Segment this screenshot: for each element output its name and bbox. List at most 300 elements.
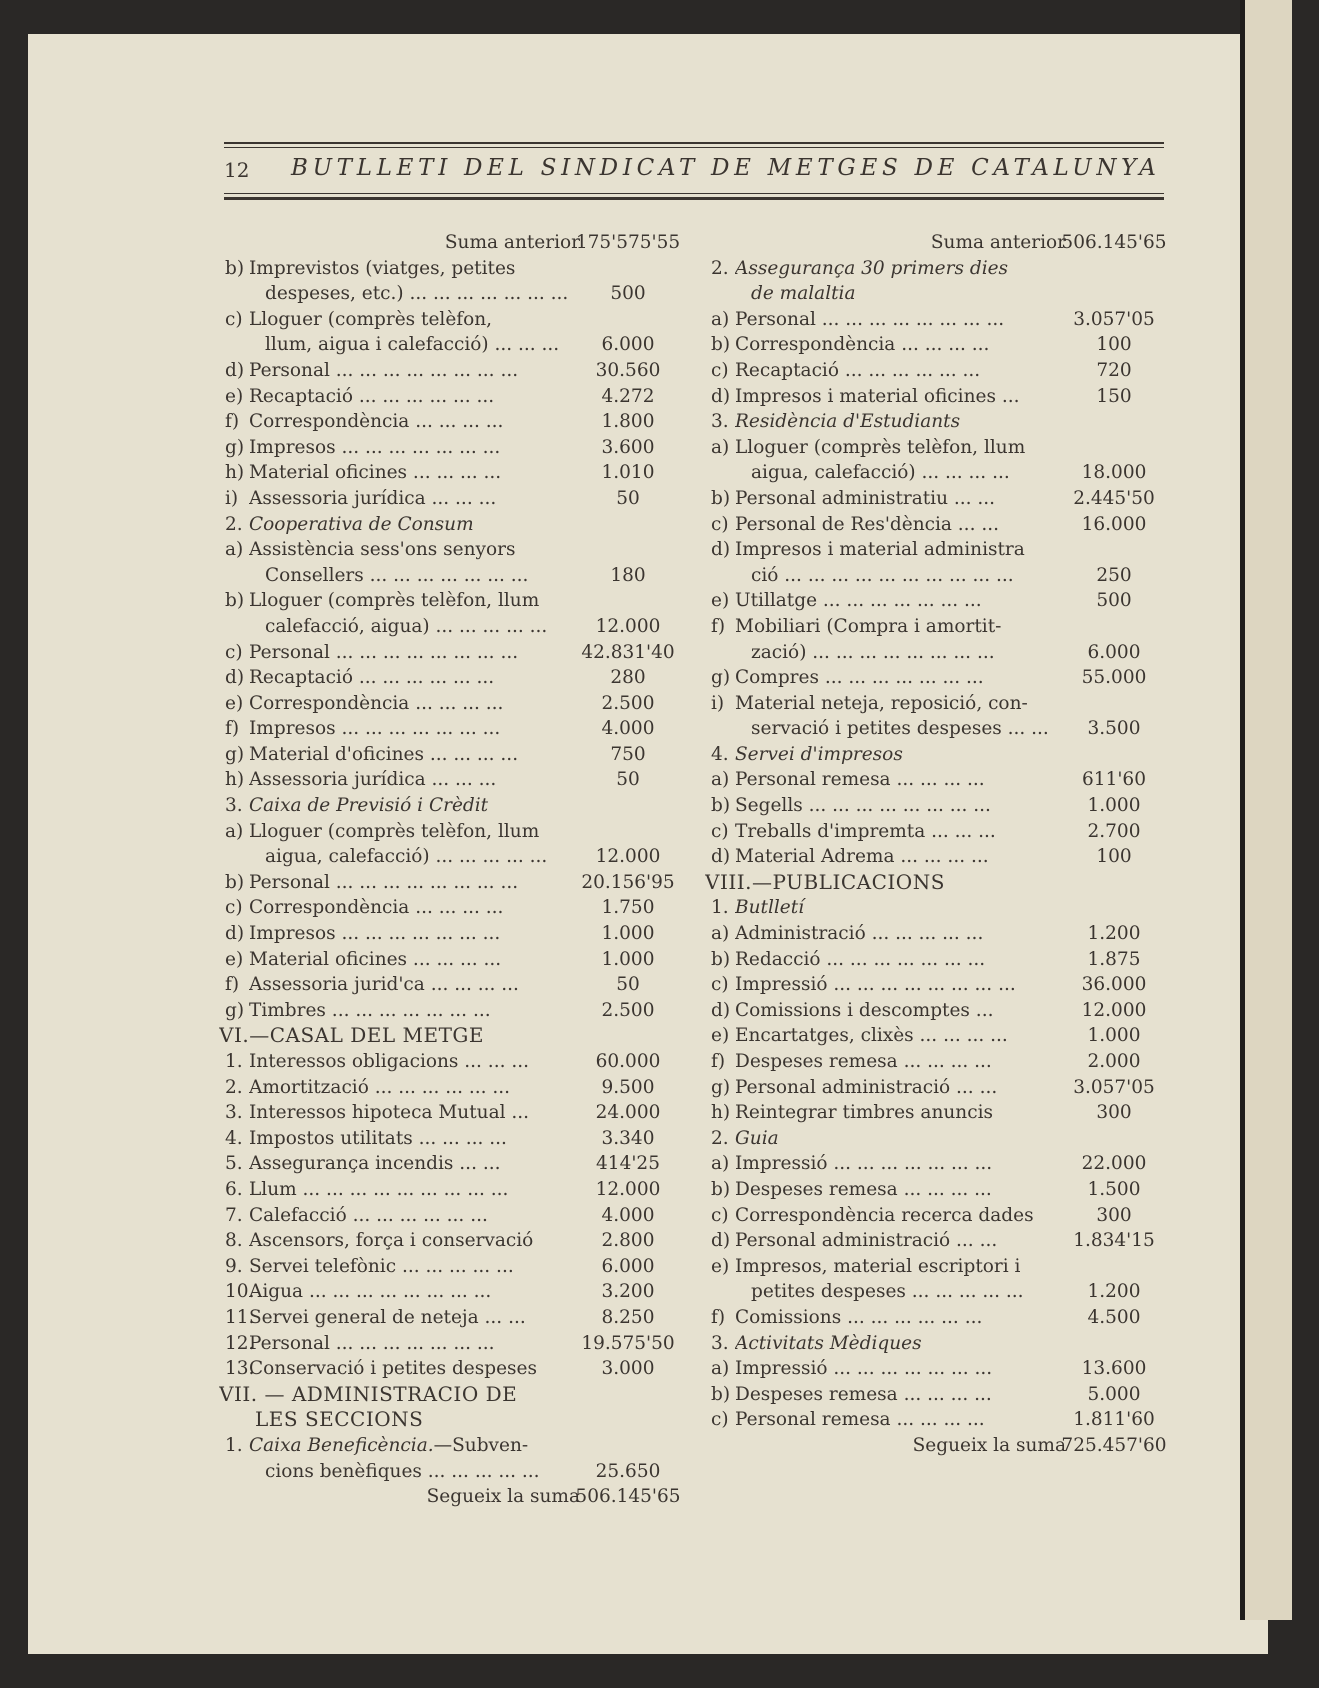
ledger-row	[711, 537, 1171, 563]
ledger-row	[711, 435, 1171, 461]
item-text: Conservació i petites despeses	[249, 1358, 537, 1380]
item-label: b)	[711, 795, 731, 817]
item-amount: 13.600	[1081, 1358, 1147, 1380]
ledger-row	[705, 869, 1171, 896]
item-label: g)	[711, 667, 731, 689]
ledger-row	[711, 1331, 1171, 1357]
ledger-row	[711, 1100, 1171, 1126]
ledger-row	[225, 1126, 685, 1152]
page-header	[196, 110, 1161, 200]
ledger-row	[711, 307, 1171, 333]
item-text: Compres ... ... ... ... ... ... ...	[735, 667, 984, 689]
item-amount: 3.340	[601, 1127, 655, 1149]
ledger-row	[711, 512, 1171, 538]
item-label: f)	[711, 1051, 726, 1072]
item-text: Treballs d'impremta ... ... ...	[735, 820, 996, 842]
ledger-row	[711, 691, 1171, 717]
item-text: Impresos ... ... ... ... ... ... ...	[249, 923, 501, 945]
ledger-row	[711, 409, 1171, 435]
page-number: 12	[224, 158, 250, 182]
ledger-row	[225, 512, 685, 538]
ledger-row	[711, 1305, 1171, 1331]
subsection-title: Guia	[735, 1127, 779, 1149]
item-label: 3.	[225, 1102, 243, 1124]
item-label: g)	[711, 1076, 731, 1098]
item-label: g)	[225, 436, 245, 458]
item-text: Lloguer (comprès telèfon, llum	[249, 590, 540, 612]
item-amount: 2.500	[601, 999, 655, 1021]
item-amount: 16.000	[1081, 513, 1147, 535]
ledger-row	[711, 358, 1171, 384]
ledger-row	[711, 998, 1171, 1024]
subsection-title: Cooperativa de Consum	[249, 513, 474, 535]
item-amount: 1.010	[601, 462, 655, 484]
ledger-row	[711, 230, 1171, 256]
item-amount: 22.000	[1081, 1153, 1147, 1175]
item-label: a)	[711, 769, 730, 791]
ledger-row	[225, 1279, 685, 1305]
ledger-row	[225, 486, 685, 512]
item-amount: 50	[616, 769, 640, 791]
ledger-row	[711, 665, 1171, 691]
item-amount: 42.831'40	[581, 641, 675, 663]
ledger-row	[225, 793, 685, 819]
ledger-row	[225, 691, 685, 717]
item-text: Ascensors, força i conservació	[249, 1230, 534, 1252]
facing-page-edge	[1245, 0, 1292, 1620]
item-amount: 2.000	[1087, 1051, 1141, 1072]
item-label: d)	[711, 999, 731, 1021]
ledger-row	[225, 1203, 685, 1229]
item-amount: 50	[616, 974, 640, 996]
item-text: Redacció ... ... ... ... ... ... ...	[735, 948, 986, 970]
item-amount: 1.000	[1087, 795, 1141, 817]
ledger-row	[711, 1407, 1171, 1433]
item-text: Assegurança incendis ... ...	[249, 1153, 501, 1175]
item-text: Amortització ... ... ... ... ... ...	[249, 1076, 510, 1098]
ledger-row	[711, 1254, 1171, 1280]
item-label: a)	[711, 923, 730, 945]
ledger-row	[225, 1484, 685, 1510]
ledger-row	[225, 1407, 685, 1433]
item-label: d)	[711, 846, 731, 868]
ledger-row	[225, 998, 685, 1024]
item-label: d)	[225, 359, 245, 381]
item-label: 2.	[711, 257, 729, 279]
item-text: Assistència sess'ons senyors	[249, 539, 516, 561]
item-amount: 4.272	[601, 385, 655, 407]
item-text: Personal de Res'dència ... ...	[735, 513, 999, 535]
item-amount: 1.200	[1087, 1281, 1141, 1303]
item-label: d)	[225, 667, 245, 689]
ledger-row	[711, 460, 1171, 486]
item-label: c)	[225, 641, 243, 663]
ledger-row	[225, 1177, 685, 1203]
item-label: 3.	[711, 1332, 729, 1354]
ledger-row	[225, 742, 685, 768]
item-amount: 1.834'15	[1073, 1230, 1155, 1252]
scanned-page	[28, 34, 1268, 1654]
ledger-row	[711, 256, 1171, 282]
item-amount: 280	[610, 667, 646, 689]
subsection-title: Activitats Mèdiques	[735, 1332, 922, 1354]
item-label: e)	[711, 1255, 730, 1277]
item-label: b)	[225, 871, 245, 893]
ledger-row	[711, 921, 1171, 947]
item-amount: 3.600	[601, 436, 655, 458]
sum-amount: 175'575'55	[575, 232, 681, 253]
item-label: 10.	[225, 1281, 255, 1303]
item-text: Impresos, material escriptori i	[735, 1255, 1021, 1277]
item-label: e)	[711, 590, 730, 612]
item-text: Consellers ... ... ... ... ... ... ...	[265, 564, 529, 586]
sum-label: Suma anterior	[444, 232, 580, 253]
item-text: Impostos utilitats ... ... ... ...	[249, 1127, 507, 1149]
item-amount: 1.811'60	[1073, 1409, 1155, 1431]
ledger-row	[225, 1100, 685, 1126]
item-amount: 750	[610, 743, 646, 765]
ledger-row	[711, 1279, 1171, 1305]
item-text: Correspondència ... ... ... ...	[249, 897, 504, 919]
item-text: Servei telefònic ... ... ... ... ...	[249, 1255, 514, 1277]
item-label: a)	[711, 436, 730, 458]
sum-amount: 506.145'65	[1061, 232, 1167, 253]
item-text: Personal ... ... ... ... ... ... ...	[249, 1332, 495, 1354]
ledger-row	[225, 870, 685, 896]
item-label: b)	[711, 487, 731, 509]
ledger-row	[225, 895, 685, 921]
item-label: 1.	[225, 1051, 243, 1072]
item-text: Lloguer (comprès telèfon, llum	[249, 820, 540, 842]
ledger-row	[225, 614, 685, 640]
item-text: Correspondència ... ... ... ...	[735, 334, 990, 356]
item-label: e)	[225, 692, 244, 714]
item-text: Correspondència recerca dades	[735, 1204, 1034, 1226]
item-label: g)	[225, 743, 245, 765]
header-rule	[224, 147, 1164, 148]
ledger-row	[225, 537, 685, 563]
item-amount: 55.000	[1081, 667, 1147, 689]
item-label: 8.	[225, 1230, 243, 1252]
item-label: 4.	[225, 1127, 243, 1149]
item-text: Encartatges, clixès ... ... ... ...	[735, 1025, 1008, 1047]
item-label: c)	[225, 308, 243, 330]
item-amount: 1.000	[601, 948, 655, 970]
item-label: d)	[225, 923, 245, 945]
right-column	[705, 230, 1171, 1459]
item-label: i)	[711, 692, 725, 714]
item-label: e)	[711, 1025, 730, 1047]
item-amount: 20.156'95	[581, 871, 675, 893]
item-amount: 1.875	[1087, 948, 1141, 970]
item-label: 4.	[711, 743, 729, 765]
ledger-row	[225, 1075, 685, 1101]
ledger-row	[711, 716, 1171, 742]
section-heading: LES SECCIONS	[255, 1407, 424, 1432]
item-text: Interessos hipoteca Mutual ...	[249, 1102, 530, 1124]
ledger-row	[225, 307, 685, 333]
item-label: d)	[711, 385, 731, 407]
item-text: Personal ... ... ... ... ... ... ... ...	[249, 871, 519, 893]
item-label: 3.	[711, 411, 729, 433]
ledger-row	[225, 665, 685, 691]
ledger-row	[225, 460, 685, 486]
ledger-row	[225, 1151, 685, 1177]
item-amount: 12.000	[595, 1178, 661, 1200]
item-amount: 611'60	[1082, 769, 1146, 791]
item-text: Correspondència ... ... ... ...	[249, 692, 504, 714]
ledger-row	[225, 281, 685, 307]
item-text: Personal ... ... ... ... ... ... ... ...	[249, 641, 519, 663]
item-amount: 250	[1096, 564, 1132, 586]
item-amount: 414'25	[596, 1153, 660, 1175]
ledger-row	[225, 640, 685, 666]
item-text: Timbres ... ... ... ... ... ... ...	[249, 999, 491, 1021]
item-amount: 9.500	[601, 1076, 655, 1098]
item-text: aigua, calefacció) ... ... ... ... ...	[265, 846, 548, 868]
item-label: 2.	[225, 513, 243, 535]
ledger-row	[225, 1049, 685, 1075]
item-label: d)	[711, 1230, 731, 1252]
item-amount: 4.000	[601, 1204, 655, 1226]
item-amount: 1.200	[1087, 923, 1141, 945]
item-amount: 3.200	[601, 1281, 655, 1303]
item-label: d)	[711, 539, 731, 561]
item-label: a)	[225, 820, 244, 842]
item-text: Impresos i material oficines ...	[735, 385, 1020, 407]
item-amount: 300	[1096, 1204, 1132, 1226]
item-text: Correspondència ... ... ... ...	[249, 411, 504, 433]
item-text: Despeses remesa ... ... ... ...	[735, 1178, 992, 1200]
item-label: 9.	[225, 1255, 243, 1277]
item-text: petites despeses ... ... ... ... ...	[751, 1281, 1024, 1303]
ledger-row	[711, 1126, 1171, 1152]
item-amount: 8.250	[601, 1306, 655, 1328]
item-label: h)	[225, 769, 245, 791]
section-heading: VI.—CASAL DEL METGE	[219, 1023, 484, 1048]
item-text: Personal administratiu ... ...	[735, 487, 996, 509]
item-text: Lloguer (comprès telèfon,	[249, 308, 493, 330]
item-text: cions benèfiques ... ... ... ... ...	[265, 1460, 540, 1482]
item-amount: 100	[1096, 846, 1132, 868]
item-label: c)	[711, 974, 729, 996]
ledger-row	[225, 384, 685, 410]
item-text: Imprevistos (viatges, petites	[249, 257, 516, 279]
item-amount: 2.700	[1087, 820, 1141, 842]
item-amount: 3.057'05	[1073, 308, 1155, 330]
ledger-row	[225, 819, 685, 845]
ledger-row	[225, 256, 685, 282]
ledger-row	[711, 947, 1171, 973]
item-label: c)	[711, 359, 729, 381]
item-text: servació i petites despeses ... ...	[751, 718, 1049, 740]
running-head: BUTLLETI DEL SINDICAT DE METGES DE CATALUNYA	[291, 155, 1161, 181]
item-text: Impresos i material administra	[735, 539, 1025, 561]
item-amount: 1.800	[601, 411, 655, 433]
item-label: 12.	[225, 1332, 255, 1354]
ledger-row	[225, 1331, 685, 1357]
subsection-title: Servei d'impresos	[735, 743, 903, 765]
item-text: ció ... ... ... ... ... ... ... ... ... ...	[751, 564, 1014, 586]
ledger-row	[711, 895, 1171, 921]
ledger-row	[711, 819, 1171, 845]
item-text: Llum ... ... ... ... ... ... ... ... ...	[249, 1178, 509, 1200]
ledger-row	[711, 767, 1171, 793]
item-text: Utillatge ... ... ... ... ... ... ...	[735, 590, 982, 612]
header-rule	[224, 197, 1164, 200]
item-text: Lloguer (comprès telèfon, llum	[735, 436, 1026, 458]
item-label: i)	[225, 487, 239, 509]
ledger-row	[219, 1381, 685, 1408]
item-text: Despeses remesa ... ... ... ...	[735, 1051, 992, 1072]
item-amount: 4.500	[1087, 1306, 1141, 1328]
item-text: Reintegrar timbres anuncis	[735, 1102, 993, 1124]
item-label: 1.	[711, 897, 729, 919]
item-amount: 500	[610, 283, 646, 305]
item-label: c)	[711, 1409, 729, 1431]
item-text: Segells ... ... ... ... ... ... ... ...	[735, 795, 991, 817]
item-text: Personal ... ... ... ... ... ... ... ...	[735, 308, 1005, 330]
item-amount: 150	[1096, 385, 1132, 407]
item-text: Personal remesa ... ... ... ...	[735, 769, 985, 791]
item-label: b)	[711, 948, 731, 970]
item-amount: 60.000	[595, 1051, 661, 1072]
item-text: Impressió ... ... ... ... ... ... ... ...	[735, 974, 1016, 996]
ledger-row	[225, 230, 685, 256]
item-label: 5.	[225, 1153, 243, 1175]
item-amount: 12.000	[595, 615, 661, 637]
item-label: b)	[711, 334, 731, 356]
item-text: Assessoria jurídica ... ... ...	[249, 769, 497, 791]
item-amount: 3.057'05	[1073, 1076, 1155, 1098]
item-label: c)	[711, 513, 729, 535]
item-label: f)	[711, 1306, 726, 1328]
ledger-row	[711, 1203, 1171, 1229]
ledger-row	[225, 767, 685, 793]
item-text: Assessoria jurid'ca ... ... ... ...	[249, 974, 519, 996]
section-heading: VII. — ADMINISTRACIO DE	[219, 1381, 518, 1406]
item-label: b)	[225, 590, 245, 612]
item-label: b)	[711, 1383, 731, 1405]
item-text: Material Adrema ... ... ... ...	[735, 846, 989, 868]
subsection-title: Caixa de Previsió i Crèdit	[249, 795, 489, 817]
ledger-row	[225, 563, 685, 589]
ledger-row	[711, 1356, 1171, 1382]
item-text: Calefacció ... ... ... ... ... ...	[249, 1204, 488, 1226]
item-text: Despeses remesa ... ... ... ...	[735, 1383, 992, 1405]
item-text: aigua, calefacció) ... ... ... ...	[751, 462, 1010, 484]
item-amount: 24.000	[595, 1102, 661, 1124]
ledger-row	[711, 1382, 1171, 1408]
left-column	[219, 230, 685, 1510]
item-text: Impresos ... ... ... ... ... ... ...	[249, 436, 501, 458]
ledger-row	[711, 1023, 1171, 1049]
item-text: Aigua ... ... ... ... ... ... ... ...	[249, 1281, 492, 1303]
item-amount: 19.575'50	[581, 1332, 675, 1354]
item-label: 1.	[225, 1434, 243, 1456]
header-rule	[224, 142, 1164, 144]
item-label: f)	[225, 411, 240, 433]
ledger-row	[711, 640, 1171, 666]
item-amount: 2.445'50	[1073, 487, 1155, 509]
ledger-row	[711, 1228, 1171, 1254]
ledger-row	[711, 742, 1171, 768]
item-amount: 5.000	[1087, 1383, 1141, 1405]
ledger-row	[711, 1433, 1171, 1459]
item-amount: 300	[1096, 1102, 1132, 1124]
item-text: despeses, etc.) ... ... ... ... ... ... ...	[265, 283, 569, 305]
item-label: b)	[711, 1178, 731, 1200]
item-text: Comissions i descomptes ...	[735, 999, 994, 1021]
item-amount: 2.800	[601, 1230, 655, 1252]
item-label: g)	[225, 999, 245, 1021]
ledger-row	[711, 972, 1171, 998]
ledger-row	[225, 921, 685, 947]
sum-amount: 506.145'65	[575, 1486, 681, 1508]
item-amount: 25.650	[595, 1460, 661, 1482]
item-amount: 4.000	[601, 718, 655, 740]
item-text: Servei general de neteja ... ...	[249, 1306, 526, 1328]
item-text: Material d'oficines ... ... ... ...	[249, 743, 519, 765]
item-amount: 1.000	[601, 923, 655, 945]
item-text: Material neteja, reposició, con-	[735, 692, 1028, 714]
ledger-row	[711, 486, 1171, 512]
item-label: a)	[225, 539, 244, 561]
ledger-row	[711, 793, 1171, 819]
ledger-row	[225, 358, 685, 384]
item-text: Impressió ... ... ... ... ... ... ...	[735, 1358, 993, 1380]
header-rule	[224, 193, 1164, 194]
item-text: Impresos ... ... ... ... ... ... ...	[249, 718, 501, 740]
item-text: zació) ... ... ... ... ... ... ... ...	[751, 641, 995, 663]
item-text: Personal administració ... ...	[735, 1076, 998, 1098]
item-label: a)	[711, 308, 730, 330]
ledger-row	[225, 1305, 685, 1331]
ledger-row	[225, 1433, 685, 1459]
subsection-title: Residència d'Estudiants	[735, 411, 961, 433]
item-label: 6.	[225, 1178, 243, 1200]
item-amount: 1.000	[1087, 1025, 1141, 1047]
item-label: 11.	[225, 1306, 255, 1328]
item-text: Mobiliari (Compra i amortit-	[735, 615, 1002, 637]
item-label: 2.	[225, 1076, 243, 1098]
ledger-row	[711, 588, 1171, 614]
ledger-row	[711, 1151, 1171, 1177]
item-text: Recaptació ... ... ... ... ... ...	[735, 359, 981, 381]
item-text: Recaptació ... ... ... ... ... ...	[249, 667, 495, 689]
item-amount: 6.000	[601, 334, 655, 356]
item-amount: 30.560	[595, 359, 661, 381]
item-text: Material oficines ... ... ... ...	[249, 948, 502, 970]
item-amount: 180	[610, 564, 646, 586]
item-text: Material oficines ... ... ... ...	[249, 462, 502, 484]
ledger-row	[219, 1023, 685, 1049]
item-amount: 50	[616, 487, 640, 509]
item-text: Personal administració ... ...	[735, 1230, 998, 1252]
sum-label: Segueix la suma	[912, 1434, 1066, 1456]
ledger-row	[711, 844, 1171, 870]
item-label: 13.	[225, 1358, 255, 1380]
ledger-row	[225, 1254, 685, 1280]
item-label: f)	[225, 974, 240, 996]
item-label: e)	[225, 385, 244, 407]
subsection-name: Caixa Beneficència.	[249, 1434, 434, 1456]
item-label: h)	[711, 1102, 731, 1124]
ledger-row	[225, 1356, 685, 1382]
item-label: 3.	[225, 795, 243, 817]
subsection-title: Butlletí	[735, 897, 805, 919]
item-text: Interessos obligacions ... ... ...	[249, 1051, 529, 1072]
